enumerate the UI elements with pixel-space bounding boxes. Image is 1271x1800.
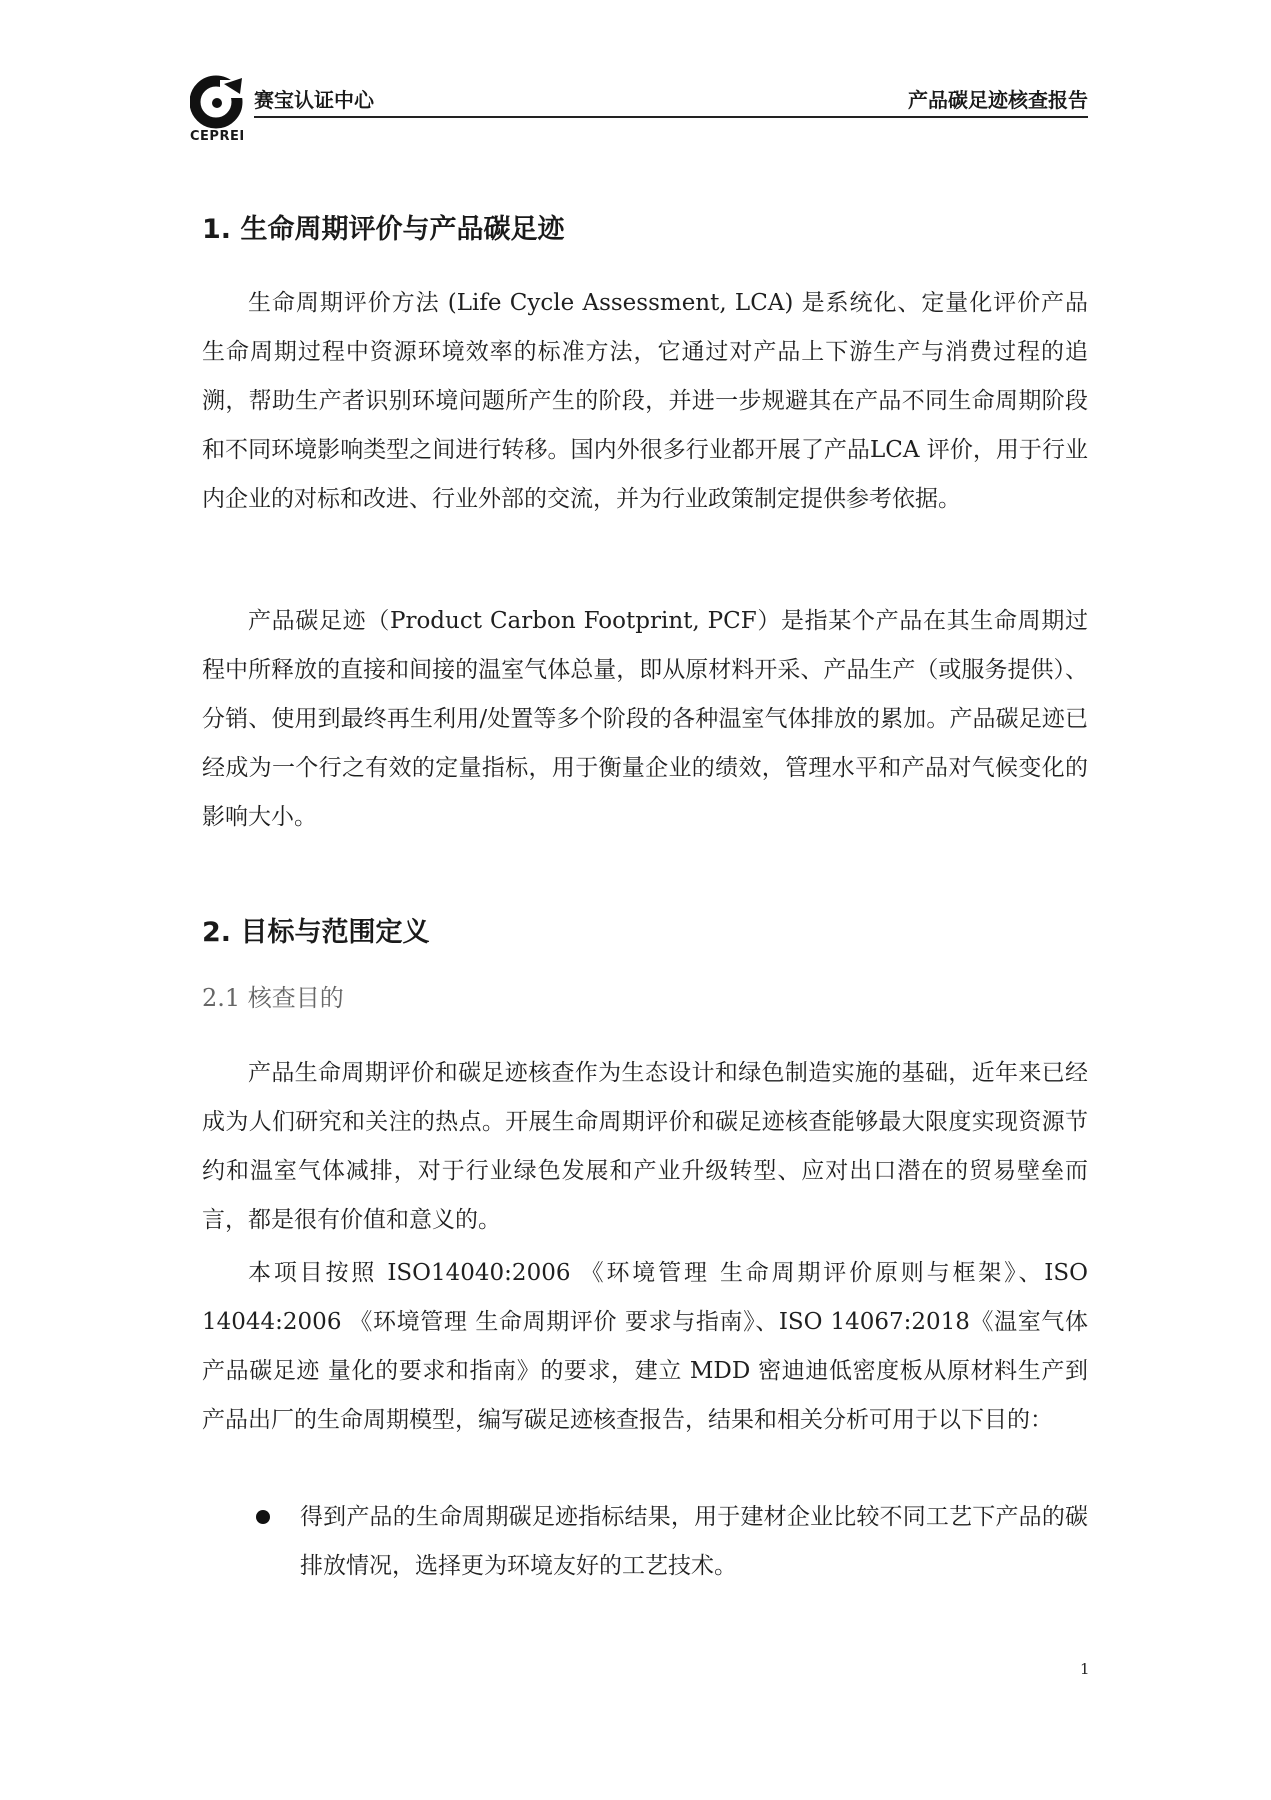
subsection-2-1-heading: 2.1 核查目的	[202, 984, 344, 1012]
logo-text: CEPREI	[190, 129, 245, 144]
bullet-text: 得到产品的生命周期碳足迹指标结果，用于建材企业比较不同工艺下产品的碳排放情况，选择更为环境友好的工艺技术。	[300, 1504, 1088, 1579]
page-number: 1	[1080, 1660, 1090, 1678]
section-1-paragraph-2: 产品碳足迹（Product Carbon Footprint, PCF）是指某个产品在其生命周期过程中所释放的直接和间接的温室气体总量，即从原材料开采、产品生产（或服务提供）、分销、使用到最终再生利用/处置等多个阶段的各种温室气体排放的累加。产品碳足迹已经成为一个行之有效的定量指标，用于衡量企业的绩效，管理水平和产品对气候变化的影响大小。	[202, 608, 1088, 830]
ceprei-logo	[190, 74, 250, 146]
ceprei-logo-icon	[190, 74, 246, 130]
section-1-paragraph-1: 生命周期评价方法 (Life Cycle Assessment, LCA) 是系统化、定量化评价产品生命周期过程中资源环境效率的标准方法，它通过对产品上下游生产与消费过程的追溯，帮助生产者识别环境问题所产生的阶段，并进一步规避其在产品不同生命周期阶段和不同环境影响类型之间进行转移。国内外很多行业都开展了产品LCA 评价，用于行业内企业的对标和改进、行业外部的交流，并为行业政策制定提供参考依据。	[202, 290, 1088, 512]
subsection-2-1-paragraph-1: 产品生命周期评价和碳足迹核查作为生态设计和绿色制造实施的基础，近年来已经成为人们研究和关注的热点。开展生命周期评价和碳足迹核查能够最大限度实现资源节约和温室气体减排，对于行业绿色发展和产业升级转型、应对出口潜在的贸易壁垒而言，都是很有价值和意义的。	[202, 1060, 1088, 1233]
header-divider	[254, 116, 1088, 118]
section-2-heading: 2. 目标与范围定义	[202, 917, 430, 948]
org-name: 赛宝认证中心	[254, 88, 374, 112]
page-header	[190, 74, 1088, 146]
report-title: 产品碳足迹核查报告	[908, 88, 1088, 112]
bullet-icon	[256, 1510, 270, 1524]
subsection-2-1-paragraph-2: 本项目按照 ISO14040:2006 《环境管理 生命周期评价原则与框架》、ISO 14044:2006 《环境管理 生命周期评价 要求与指南》、ISO 14067:2018《温室气体 产品碳足迹 量化的要求和指南》的要求，建立 MDD 密迪迪低密度板从原材料生产到产品出厂的生命周期模型，编写碳足迹核查报告，结果和相关分析可用于以下目的：	[202, 1260, 1088, 1433]
section-1-heading: 1. 生命周期评价与产品碳足迹	[202, 214, 565, 245]
